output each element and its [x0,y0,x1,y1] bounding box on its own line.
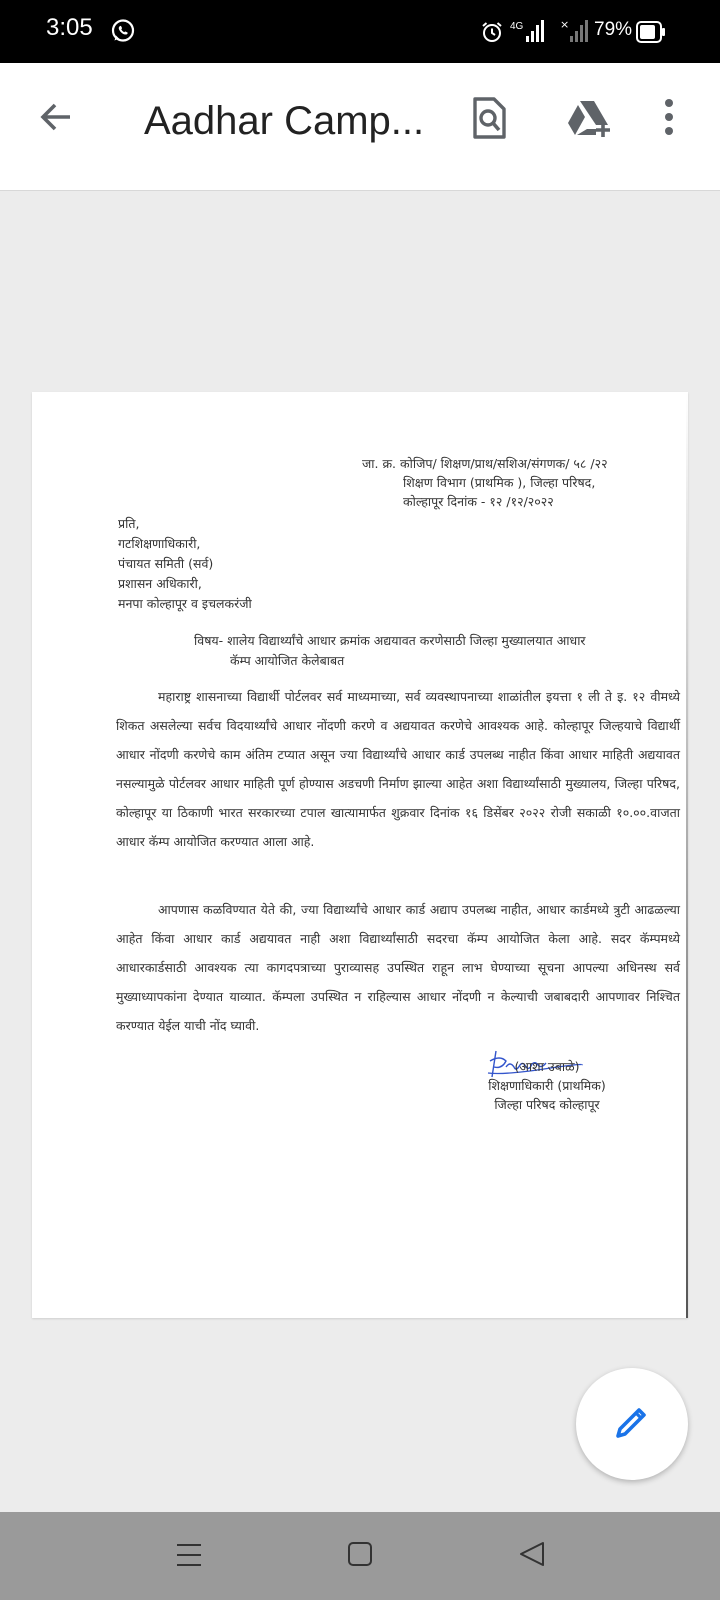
signatory-designation: शिक्षणाधिकारी (प्राथमिक) [488,1078,606,1093]
addressee-line: मनपा कोल्हापूर व इचलकरंजी [118,596,252,611]
whatsapp-icon [110,18,136,48]
signatory-office: जिल्हा परिषद कोल्हापूर [494,1097,600,1112]
menu-lines-icon [176,1542,202,1568]
recent-apps-button[interactable] [176,1542,202,1572]
status-bar [0,0,720,63]
subject-line: कॅम्प आयोजित केलेबाबत [230,653,345,668]
back-triangle-icon [518,1540,546,1568]
body-paragraph: आपणास कळविण्यात येते की, ज्या विद्यार्थ्यांचे आधार कार्ड अद्याप उपलब्ध नाहीत, आधार कार्डमध्ये त्रुटी आढळल्या आहेत किंवा आधार कार्ड अद्ययावत नाही अशा विद्यार्थ्यांसाठी सदरचा कॅम्प आयोजित केला आहे. सदर कॅम्पमध्ये आधारकार्डसाठी आवश्यक त्या कागदपत्राच्या पुराव्यासह उपस्थित राहून लाभ घेण्याच्या सूचना आपल्या अधिनस्थ सर्व मुख्याध्यापकांना देण्यात याव्यात. कॅम्पला उपस्थित न राहिल्यास आधार नोंदणी न केल्याची जबाबदारी आपणावर निश्चित करण्यात येईल याची नोंद घ्यावी. [116,902,680,1033]
arrow-back-icon [38,99,74,139]
department-name: शिक्षण विभाग (प्राथमिक ), जिल्हा परिषद, [403,475,596,490]
addressee-line: पंचायत समिती (सर्व) [118,556,214,571]
more-vert-icon [664,122,674,141]
addressee-line: प्रशासन अधिकारी, [118,576,202,591]
signal-4g-icon [510,18,544,48]
system-nav-bar [0,1512,720,1600]
status-time: 3:05 [46,14,93,41]
document-page[interactable] [32,392,688,1318]
signal-no-service-icon [560,18,588,48]
edit-fab-button[interactable] [576,1368,688,1480]
edit-pencil-icon [612,1402,652,1446]
to-label: प्रति, [118,516,140,531]
back-button[interactable] [34,97,78,141]
body-paragraph: महाराष्ट्र शासनाच्या विद्यार्थी पोर्टलवर सर्व माध्यमाच्या, सर्व व्यवस्थापनाच्या शाळांतील इयत्ता १ ली ते इ. १२ वीमध्ये शिकत असलेल्या सर्वच विदयार्थ्यांचे आधार नोंदणी करणे व अद्ययावत करणेचे आवश्यक आहे. कोल्हापूर जिल्हयाचे विद्यार्थी आधार नोंदणी करणेचे काम अंतिम टप्यात असून ज्या विद्यार्थ्यांचे आधार कार्ड उपलब्ध नाहीत किंवा आधार माहिती अद्ययावत नसल्यामुळे पोर्टलवर आधार माहिती पूर्ण होण्यास अडचणी निर्माण झाल्या आहेत अशा विद्यार्थ्यांसाठी मुख्यालय, जिल्हा परिषद, कोल्हापूर या ठिकाणी भारत सरकारच्या टपाल खात्यामार्फत शुक्रवार दिनांक १६ डिसेंबर २०२२ रोजी सकाळी १०.००.वाजता आधार कॅम्प आयोजित करण्यात आला आहे. [116,689,680,849]
document-title: Aadhar Camp... [144,99,425,143]
subject-block [194,631,654,671]
find-in-document-button[interactable] [472,97,506,143]
battery-percent: 79% [594,19,633,40]
battery-icon [636,21,666,47]
addressee-block [118,514,252,614]
addressee-line: गटशिक्षणाधिकारी, [118,536,201,551]
svg-text:×: × [560,18,570,31]
reference-number: जा. क्र. कोजिप/ शिक्षण/प्राथ/सशिअ/संगणक/ ५८ /२२ [362,456,608,471]
system-back-button[interactable] [518,1540,546,1572]
svg-text:4G: 4G [510,21,524,32]
alarm-icon [480,20,504,48]
add-to-drive-button[interactable] [566,99,612,143]
app-bar [0,63,720,191]
reference-block [362,454,608,511]
place-date: कोल्हापूर दिनांक - १२ /१२/२०२२ [403,494,554,509]
signatory-block [462,1057,632,1114]
signatory-name: (आशा उबाळे) [514,1059,580,1074]
more-options-button[interactable] [664,97,674,141]
scan-edge [686,392,688,1318]
home-button[interactable] [347,1541,373,1571]
add-to-drive-icon [566,124,612,143]
home-square-icon [347,1541,373,1567]
subject-line: विषय- शालेय विद्यार्थ्यांचे आधार क्रमांक अद्ययावत करणेसाठी जिल्हा मुख्यालयात आधार [194,633,586,648]
find-in-page-icon [472,124,506,143]
